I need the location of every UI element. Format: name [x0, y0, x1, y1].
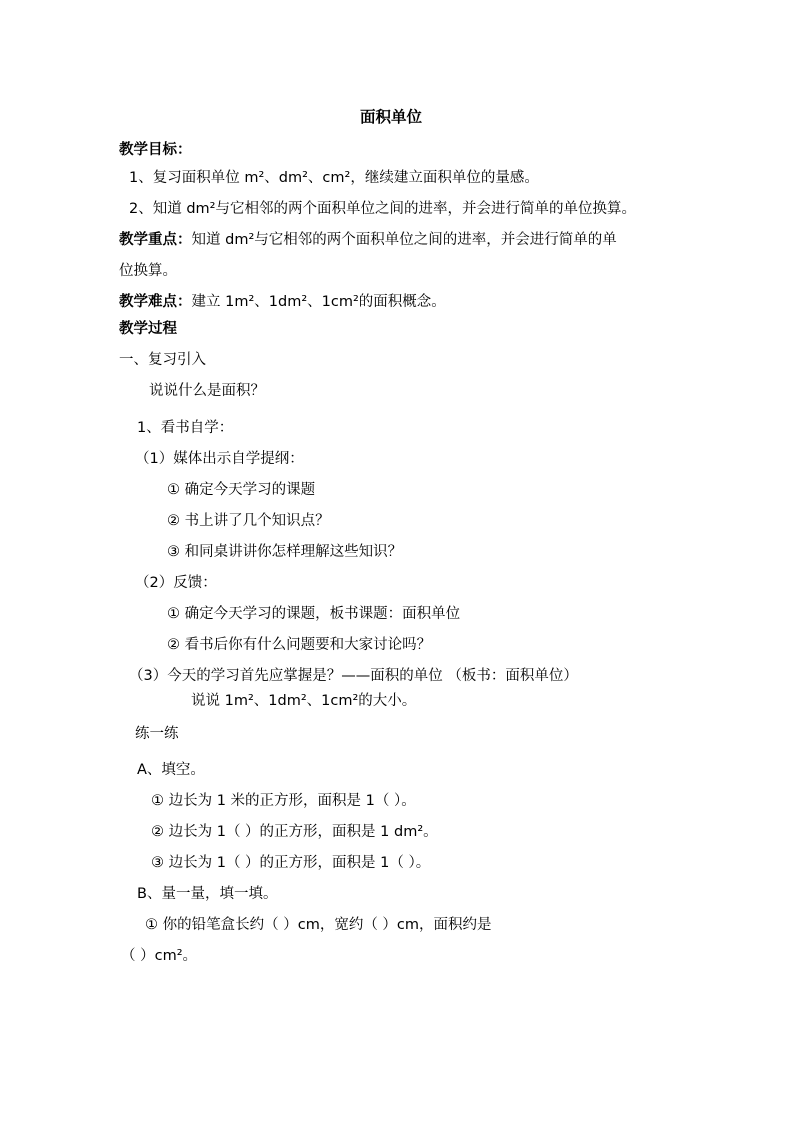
sub-step-2: （2）反馈：	[135, 575, 217, 591]
sub-step-2-b: ② 看书后你有什么问题要和大家讨论吗？	[167, 637, 432, 653]
difficulty-label: 教学难点：	[119, 294, 192, 310]
sub-step-1: （1）媒体出示自学提纲：	[135, 451, 304, 467]
sub-step-1-a: ① 确定今天学习的课题	[167, 482, 316, 498]
fill-blank-3: ③ 边长为 1（ ）的正方形，面积是 1（ ）。	[151, 855, 431, 871]
sub-step-2-a: ① 确定今天学习的课题，板书课题：面积单位	[167, 606, 461, 622]
measure-question-continued: （ ）cm²。	[121, 948, 198, 964]
sub-step-1-c: ③ 和同桌讲讲你怎样理解这些知识？	[167, 544, 403, 560]
key-point	[119, 230, 617, 250]
goals-heading: 教学目标：	[119, 142, 192, 158]
step-1: 1、看书自学：	[137, 420, 234, 436]
goal-2: 2、知道 dm²与它相邻的两个面积单位之间的进率，并会进行简单的单位换算。	[129, 201, 636, 217]
part-a-heading: A、填空。	[137, 762, 205, 778]
sub-step-3-a: 说说 1m²、1dm²、1cm²的大小。	[191, 693, 417, 709]
key-point-continued: 位换算。	[119, 263, 177, 279]
measure-question: ① 你的铅笔盒长约（ ）cm，宽约（ ）cm，面积约是	[145, 917, 492, 933]
fill-blank-2: ② 边长为 1（ ）的正方形，面积是 1 dm²。	[151, 824, 438, 840]
practice-heading: 练一练	[135, 726, 179, 742]
page-title: 面积单位	[360, 108, 423, 126]
sub-step-1-b: ② 书上讲了几个知识点？	[167, 513, 330, 529]
process-heading: 教学过程	[119, 321, 177, 337]
difficulty-text: 建立 1m²、1dm²、1cm²的面积概念。	[191, 294, 446, 310]
sub-step-3: （3）今天的学习首先应掌握是？——面积的单位 （板书：面积单位）	[129, 668, 578, 684]
goal-1: 1、复习面积单位 m²、dm²、cm²，继续建立面积单位的量感。	[129, 170, 539, 186]
key-point-label: 教学重点：	[119, 232, 192, 248]
key-point-text: 知道 dm²与它相邻的两个面积单位之间的进率，并会进行简单的单	[191, 232, 617, 248]
part-b-heading: B、量一量，填一填。	[137, 886, 278, 902]
fill-blank-1: ① 边长为 1 米的正方形，面积是 1（ ）。	[151, 793, 416, 809]
question-what-is-area: 说说什么是面积？	[149, 383, 265, 399]
difficulty	[119, 292, 446, 312]
section-1-heading: 一、复习引入	[119, 352, 206, 368]
